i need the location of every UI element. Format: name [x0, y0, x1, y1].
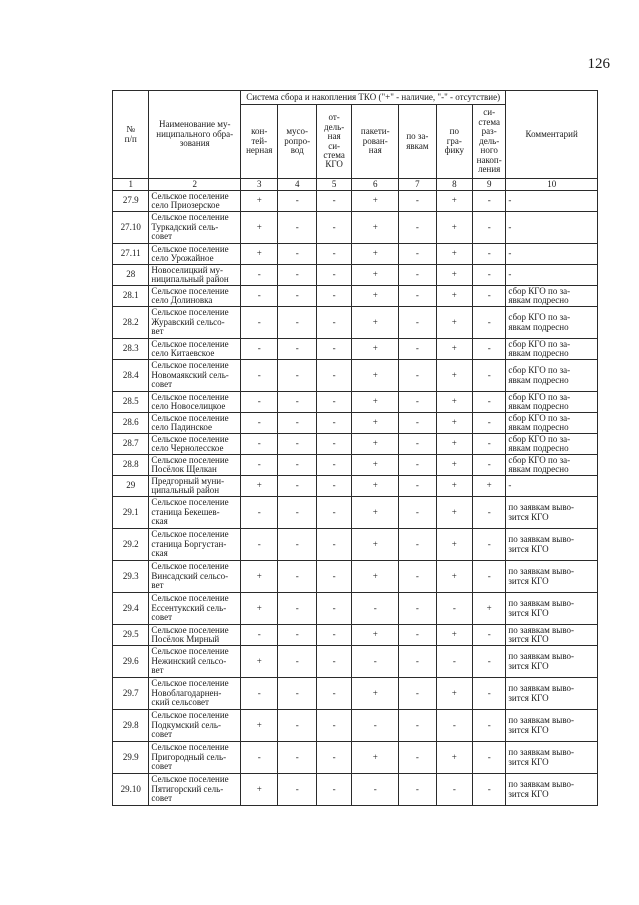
- separate-accumulation-mark: -: [473, 529, 506, 561]
- comment-cell: по заявкам выво- зится КГО: [506, 625, 598, 646]
- header-bagged: пакети- рован- ная: [352, 105, 399, 179]
- column-number: 2: [149, 179, 241, 191]
- on-request-mark: -: [399, 561, 436, 593]
- bagged-mark: +: [352, 191, 399, 212]
- on-request-mark: -: [399, 286, 436, 307]
- bagged-mark: +: [352, 413, 399, 434]
- bagged-mark: +: [352, 497, 399, 529]
- row-number: 29.3: [113, 561, 149, 593]
- municipality-name: Сельское поселение село Падинское: [149, 413, 241, 434]
- separate-kgo-mark: -: [316, 339, 351, 360]
- separate-kgo-mark: -: [316, 774, 351, 806]
- row-number: 27.11: [113, 244, 149, 265]
- municipality-name: Сельское поселение Новоблагодарнен- ский сельсовет: [149, 678, 241, 710]
- separate-kgo-mark: -: [316, 413, 351, 434]
- on-request-mark: -: [399, 191, 436, 212]
- comment-cell: -: [506, 265, 598, 286]
- on-request-mark: -: [399, 339, 436, 360]
- municipality-name: Сельское поселение село Новоселицкое: [149, 392, 241, 413]
- scheduled-mark: +: [436, 392, 472, 413]
- row-number: 29.6: [113, 646, 149, 678]
- chute-mark: -: [278, 434, 317, 455]
- scheduled-mark: -: [436, 593, 472, 625]
- on-request-mark: -: [399, 625, 436, 646]
- separate-accumulation-mark: -: [473, 339, 506, 360]
- scheduled-mark: +: [436, 561, 472, 593]
- column-number: 4: [278, 179, 317, 191]
- table-row: [113, 392, 598, 413]
- separate-kgo-mark: -: [316, 307, 351, 339]
- comment-cell: сбор КГО по за- явкам подресно: [506, 455, 598, 476]
- municipality-name: Сельское поселение Посёлок Щелкан: [149, 455, 241, 476]
- scheduled-mark: +: [436, 339, 472, 360]
- container-mark: -: [241, 307, 278, 339]
- comment-cell: сбор КГО по за- явкам подресно: [506, 339, 598, 360]
- container-mark: -: [241, 455, 278, 476]
- table-row: [113, 476, 598, 497]
- container-mark: -: [241, 413, 278, 434]
- container-mark: -: [241, 678, 278, 710]
- bagged-mark: +: [352, 434, 399, 455]
- municipality-name: Сельское поселение Посёлок Мирный: [149, 625, 241, 646]
- comment-cell: по заявкам выво- зится КГО: [506, 561, 598, 593]
- separate-kgo-mark: -: [316, 286, 351, 307]
- chute-mark: -: [278, 625, 317, 646]
- table-row: [113, 360, 598, 392]
- chute-mark: -: [278, 455, 317, 476]
- comment-cell: -: [506, 476, 598, 497]
- header-separate-kgo: от- дель- ная си- стема КГО: [316, 105, 351, 179]
- bagged-mark: -: [352, 646, 399, 678]
- separate-accumulation-mark: -: [473, 646, 506, 678]
- container-mark: +: [241, 476, 278, 497]
- chute-mark: -: [278, 774, 317, 806]
- municipality-name: Сельское поселение Пятигорский сель- совет: [149, 774, 241, 806]
- bagged-mark: +: [352, 360, 399, 392]
- comment-cell: по заявкам выво- зится КГО: [506, 593, 598, 625]
- container-mark: -: [241, 742, 278, 774]
- municipality-name: Сельское поселение село Долиновка: [149, 286, 241, 307]
- table-row: [113, 646, 598, 678]
- comment-cell: -: [506, 191, 598, 212]
- separate-kgo-mark: -: [316, 455, 351, 476]
- on-request-mark: -: [399, 678, 436, 710]
- scheduled-mark: +: [436, 497, 472, 529]
- scheduled-mark: -: [436, 710, 472, 742]
- row-number: 28.4: [113, 360, 149, 392]
- chute-mark: -: [278, 710, 317, 742]
- container-mark: -: [241, 529, 278, 561]
- bagged-mark: +: [352, 742, 399, 774]
- on-request-mark: -: [399, 455, 436, 476]
- municipality-name: Сельское поселение Туркадский сель- совет: [149, 212, 241, 244]
- container-mark: +: [241, 646, 278, 678]
- chute-mark: -: [278, 561, 317, 593]
- comment-cell: сбор КГО по за- явкам подресно: [506, 360, 598, 392]
- separate-kgo-mark: -: [316, 360, 351, 392]
- separate-kgo-mark: -: [316, 646, 351, 678]
- separate-kgo-mark: -: [316, 265, 351, 286]
- container-mark: -: [241, 286, 278, 307]
- table-row: [113, 593, 598, 625]
- table-row: [113, 212, 598, 244]
- scheduled-mark: +: [436, 476, 472, 497]
- row-number: 29.9: [113, 742, 149, 774]
- comment-cell: по заявкам выво- зится КГО: [506, 497, 598, 529]
- on-request-mark: -: [399, 360, 436, 392]
- separate-kgo-mark: -: [316, 497, 351, 529]
- separate-accumulation-mark: -: [473, 191, 506, 212]
- comment-cell: по заявкам выво- зится КГО: [506, 678, 598, 710]
- on-request-mark: -: [399, 476, 436, 497]
- scheduled-mark: +: [436, 434, 472, 455]
- chute-mark: -: [278, 307, 317, 339]
- container-mark: +: [241, 212, 278, 244]
- container-mark: -: [241, 625, 278, 646]
- container-mark: -: [241, 360, 278, 392]
- container-mark: -: [241, 265, 278, 286]
- scheduled-mark: +: [436, 360, 472, 392]
- separate-kgo-mark: -: [316, 593, 351, 625]
- table-row: [113, 339, 598, 360]
- chute-mark: -: [278, 497, 317, 529]
- container-mark: -: [241, 392, 278, 413]
- header-name: Наименование му- ниципального обра- зования: [149, 91, 241, 179]
- scheduled-mark: +: [436, 265, 472, 286]
- municipality-name: Сельское поселение Пригородный сель- совет: [149, 742, 241, 774]
- table-row: [113, 561, 598, 593]
- separate-kgo-mark: -: [316, 212, 351, 244]
- separate-accumulation-mark: -: [473, 678, 506, 710]
- scheduled-mark: +: [436, 212, 472, 244]
- row-number: 29.2: [113, 529, 149, 561]
- bagged-mark: +: [352, 561, 399, 593]
- on-request-mark: -: [399, 529, 436, 561]
- bagged-mark: +: [352, 244, 399, 265]
- separate-accumulation-mark: -: [473, 774, 506, 806]
- column-number: 7: [399, 179, 436, 191]
- container-mark: +: [241, 710, 278, 742]
- separate-accumulation-mark: -: [473, 710, 506, 742]
- row-number: 28.6: [113, 413, 149, 434]
- separate-accumulation-mark: -: [473, 434, 506, 455]
- comment-cell: сбор КГО по за- явкам подресно: [506, 307, 598, 339]
- scheduled-mark: +: [436, 742, 472, 774]
- scheduled-mark: -: [436, 774, 472, 806]
- chute-mark: -: [278, 646, 317, 678]
- on-request-mark: -: [399, 774, 436, 806]
- scheduled-mark: +: [436, 191, 472, 212]
- separate-kgo-mark: -: [316, 710, 351, 742]
- chute-mark: -: [278, 191, 317, 212]
- scheduled-mark: +: [436, 529, 472, 561]
- bagged-mark: +: [352, 212, 399, 244]
- row-number: 29.4: [113, 593, 149, 625]
- column-number: 10: [506, 179, 598, 191]
- container-mark: +: [241, 561, 278, 593]
- scheduled-mark: +: [436, 286, 472, 307]
- separate-accumulation-mark: -: [473, 413, 506, 434]
- chute-mark: -: [278, 212, 317, 244]
- municipality-name: Сельское поселение Новомаякский сель- совет: [149, 360, 241, 392]
- header-scheduled: по гра- фику: [436, 105, 472, 179]
- row-number: 28.3: [113, 339, 149, 360]
- scheduled-mark: +: [436, 455, 472, 476]
- separate-kgo-mark: -: [316, 392, 351, 413]
- bagged-mark: +: [352, 392, 399, 413]
- comment-cell: по заявкам выво- зится КГО: [506, 774, 598, 806]
- row-number: 28.8: [113, 455, 149, 476]
- comment-cell: по заявкам выво- зится КГО: [506, 529, 598, 561]
- bagged-mark: +: [352, 339, 399, 360]
- bagged-mark: +: [352, 529, 399, 561]
- separate-accumulation-mark: -: [473, 265, 506, 286]
- on-request-mark: -: [399, 497, 436, 529]
- municipality-name: Сельское поселение село Приозерское: [149, 191, 241, 212]
- header-separate-accumulation: си- стема раз- дель- ного накоп- ления: [473, 105, 506, 179]
- on-request-mark: -: [399, 742, 436, 774]
- table-row: [113, 625, 598, 646]
- waste-collection-table: [112, 90, 598, 806]
- table-row: [113, 434, 598, 455]
- scheduled-mark: -: [436, 646, 472, 678]
- municipality-name: Сельское поселение село Урожайное: [149, 244, 241, 265]
- comment-cell: по заявкам выво- зится КГО: [506, 646, 598, 678]
- scheduled-mark: +: [436, 307, 472, 339]
- row-number: 28.2: [113, 307, 149, 339]
- municipality-name: Сельское поселение Ессентукский сель- совет: [149, 593, 241, 625]
- column-number: 8: [436, 179, 472, 191]
- chute-mark: -: [278, 529, 317, 561]
- row-number: 29.8: [113, 710, 149, 742]
- header-container: кон- тей- нерная: [241, 105, 278, 179]
- header-comment: Комментарий: [506, 91, 598, 179]
- comment-cell: сбор КГО по за- явкам подресно: [506, 434, 598, 455]
- table-row: [113, 529, 598, 561]
- chute-mark: -: [278, 339, 317, 360]
- separate-accumulation-mark: -: [473, 497, 506, 529]
- separate-kgo-mark: -: [316, 678, 351, 710]
- row-number: 28.5: [113, 392, 149, 413]
- bagged-mark: +: [352, 265, 399, 286]
- row-number: 29.5: [113, 625, 149, 646]
- municipality-name: Сельское поселение Подкумский сель- совет: [149, 710, 241, 742]
- table-row: [113, 742, 598, 774]
- row-number: 28.1: [113, 286, 149, 307]
- separate-kgo-mark: -: [316, 625, 351, 646]
- column-number: 3: [241, 179, 278, 191]
- separate-accumulation-mark: -: [473, 360, 506, 392]
- chute-mark: -: [278, 392, 317, 413]
- row-number: 28.7: [113, 434, 149, 455]
- chute-mark: -: [278, 678, 317, 710]
- municipality-name: Сельское поселение Нежинский сельсо- вет: [149, 646, 241, 678]
- bagged-mark: -: [352, 593, 399, 625]
- header-num: № п/п: [113, 91, 149, 179]
- container-mark: +: [241, 774, 278, 806]
- bagged-mark: +: [352, 455, 399, 476]
- separate-accumulation-mark: +: [473, 476, 506, 497]
- on-request-mark: -: [399, 413, 436, 434]
- table-row: [113, 265, 598, 286]
- chute-mark: -: [278, 593, 317, 625]
- container-mark: +: [241, 593, 278, 625]
- separate-kgo-mark: -: [316, 476, 351, 497]
- row-number: 27.9: [113, 191, 149, 212]
- container-mark: -: [241, 339, 278, 360]
- row-number: 29.7: [113, 678, 149, 710]
- scheduled-mark: +: [436, 413, 472, 434]
- comment-cell: сбор КГО по за- явкам подресно: [506, 286, 598, 307]
- on-request-mark: -: [399, 265, 436, 286]
- header-on-request: по за- явкам: [399, 105, 436, 179]
- separate-kgo-mark: -: [316, 561, 351, 593]
- on-request-mark: -: [399, 212, 436, 244]
- column-number: 5: [316, 179, 351, 191]
- container-mark: +: [241, 244, 278, 265]
- bagged-mark: +: [352, 286, 399, 307]
- municipality-name: Новоселицкий му- ниципальный район: [149, 265, 241, 286]
- header-chute: мусо- ропро- вод: [278, 105, 317, 179]
- municipality-name: Сельское поселение Журавский сельсо- вет: [149, 307, 241, 339]
- municipality-name: Предгорный муни- ципальный район: [149, 476, 241, 497]
- header-system-group: Система сбора и накопления ТКО ("+" - наличие, "-" - отсутствие): [241, 91, 506, 105]
- separate-accumulation-mark: -: [473, 455, 506, 476]
- separate-accumulation-mark: -: [473, 625, 506, 646]
- municipality-name: Сельское поселение станица Боргустан- ская: [149, 529, 241, 561]
- scheduled-mark: +: [436, 244, 472, 265]
- table-row: [113, 774, 598, 806]
- table-row: [113, 244, 598, 265]
- bagged-mark: +: [352, 625, 399, 646]
- separate-kgo-mark: -: [316, 529, 351, 561]
- row-number: 28: [113, 265, 149, 286]
- chute-mark: -: [278, 742, 317, 774]
- container-mark: -: [241, 434, 278, 455]
- separate-kgo-mark: -: [316, 434, 351, 455]
- comment-cell: по заявкам выво- зится КГО: [506, 742, 598, 774]
- row-number: 29.1: [113, 497, 149, 529]
- separate-accumulation-mark: -: [473, 286, 506, 307]
- bagged-mark: +: [352, 307, 399, 339]
- separate-accumulation-mark: -: [473, 561, 506, 593]
- separate-accumulation-mark: -: [473, 307, 506, 339]
- separate-accumulation-mark: -: [473, 392, 506, 413]
- column-number: 1: [113, 179, 149, 191]
- bagged-mark: +: [352, 678, 399, 710]
- table-row: [113, 455, 598, 476]
- table-row: [113, 497, 598, 529]
- chute-mark: -: [278, 286, 317, 307]
- on-request-mark: -: [399, 593, 436, 625]
- table-row: [113, 307, 598, 339]
- on-request-mark: -: [399, 307, 436, 339]
- on-request-mark: -: [399, 646, 436, 678]
- chute-mark: -: [278, 265, 317, 286]
- container-mark: -: [241, 497, 278, 529]
- row-number: 27.10: [113, 212, 149, 244]
- page-number: 126: [587, 56, 610, 72]
- scheduled-mark: +: [436, 625, 472, 646]
- on-request-mark: -: [399, 244, 436, 265]
- separate-accumulation-mark: +: [473, 593, 506, 625]
- comment-cell: -: [506, 212, 598, 244]
- table-row: [113, 710, 598, 742]
- comment-cell: сбор КГО по за- явкам подресно: [506, 413, 598, 434]
- separate-accumulation-mark: -: [473, 212, 506, 244]
- separate-kgo-mark: -: [316, 191, 351, 212]
- separate-kgo-mark: -: [316, 244, 351, 265]
- row-number: 29.10: [113, 774, 149, 806]
- container-mark: +: [241, 191, 278, 212]
- row-number: 29: [113, 476, 149, 497]
- comment-cell: по заявкам выво- зится КГО: [506, 710, 598, 742]
- scheduled-mark: +: [436, 678, 472, 710]
- column-number-row: [113, 179, 598, 191]
- column-number: 9: [473, 179, 506, 191]
- separate-accumulation-mark: -: [473, 742, 506, 774]
- bagged-mark: -: [352, 774, 399, 806]
- comment-cell: сбор КГО по за- явкам подресно: [506, 392, 598, 413]
- table-row: [113, 191, 598, 212]
- table-row: [113, 678, 598, 710]
- bagged-mark: +: [352, 476, 399, 497]
- municipality-name: Сельское поселение село Китаевское: [149, 339, 241, 360]
- chute-mark: -: [278, 413, 317, 434]
- municipality-name: Сельское поселение Винсадский сельсо- вет: [149, 561, 241, 593]
- comment-cell: -: [506, 244, 598, 265]
- separate-kgo-mark: -: [316, 742, 351, 774]
- on-request-mark: -: [399, 392, 436, 413]
- municipality-name: Сельское поселение село Чернолесское: [149, 434, 241, 455]
- on-request-mark: -: [399, 434, 436, 455]
- bagged-mark: -: [352, 710, 399, 742]
- separate-accumulation-mark: -: [473, 244, 506, 265]
- chute-mark: -: [278, 360, 317, 392]
- table-row: [113, 413, 598, 434]
- chute-mark: -: [278, 244, 317, 265]
- column-number: 6: [352, 179, 399, 191]
- chute-mark: -: [278, 476, 317, 497]
- on-request-mark: -: [399, 710, 436, 742]
- table-row: [113, 286, 598, 307]
- municipality-name: Сельское поселение станица Бекешев- ская: [149, 497, 241, 529]
